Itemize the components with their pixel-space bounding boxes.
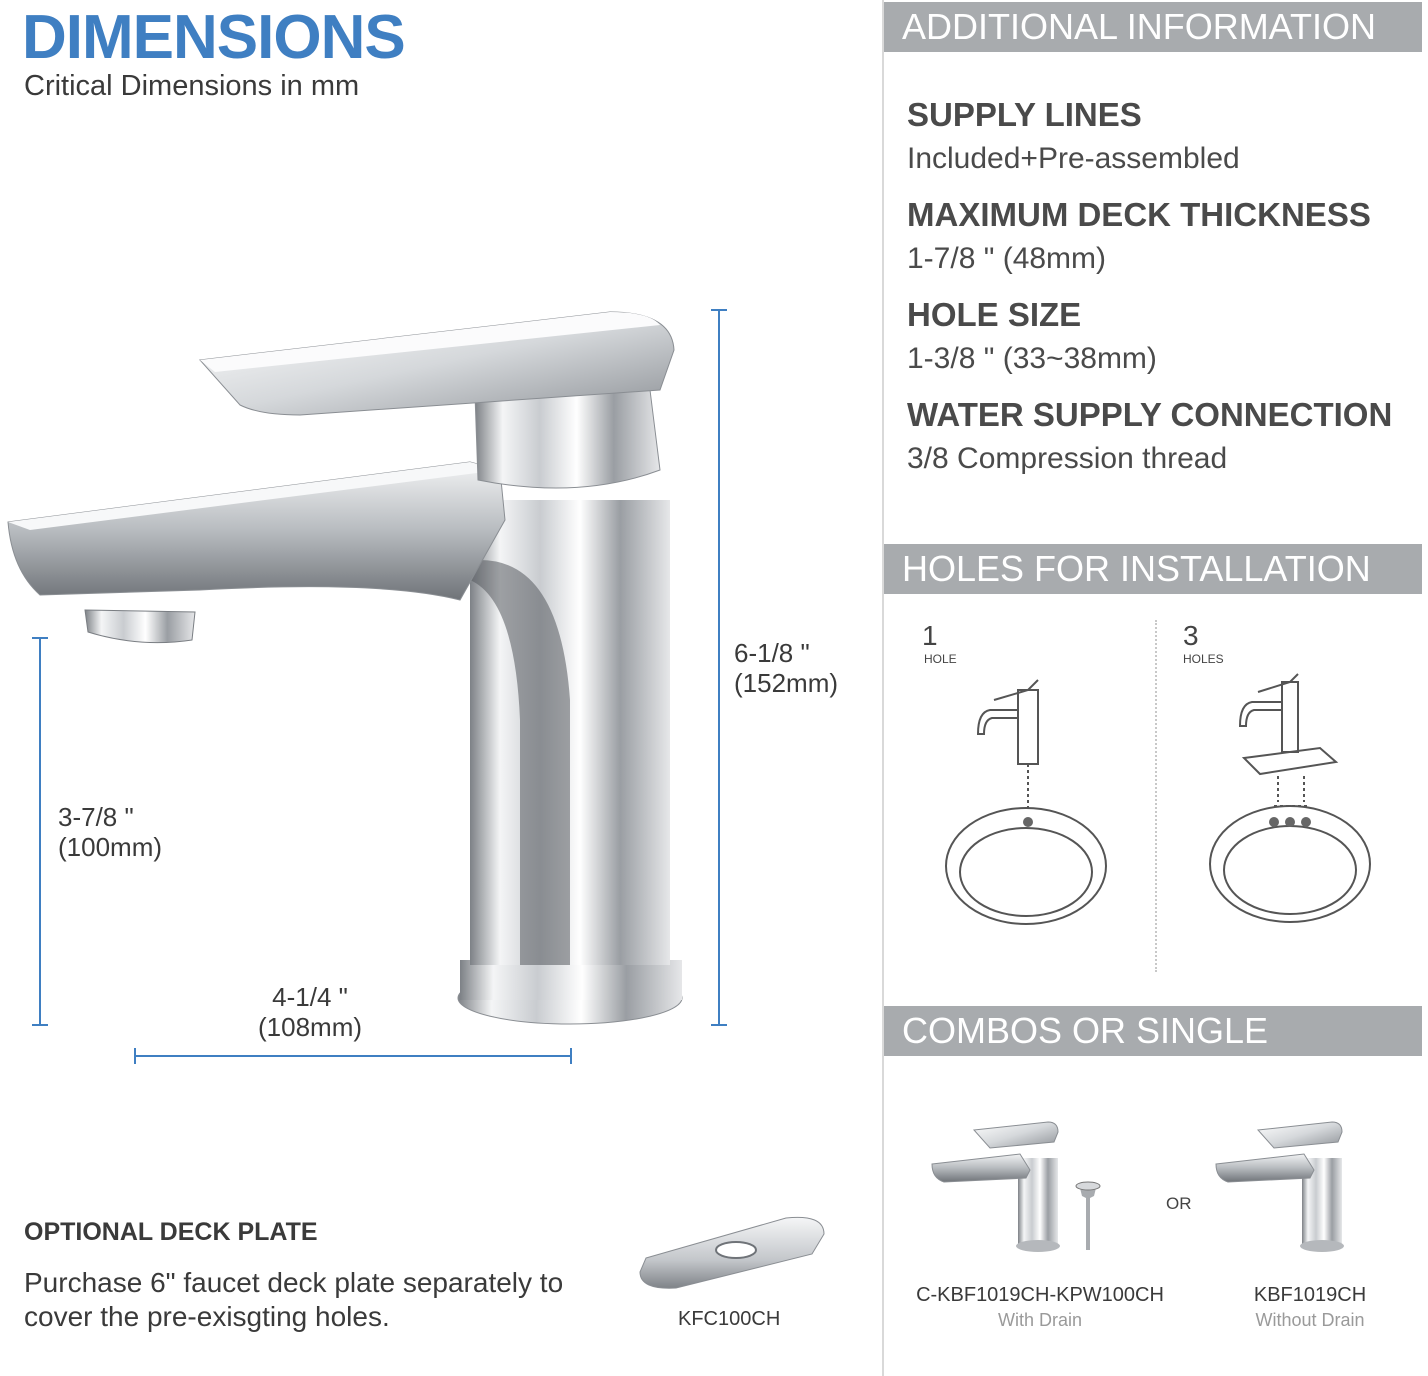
single-faucet-note: Without Drain	[1255, 1310, 1365, 1330]
holes-separator	[1155, 620, 1157, 972]
dimension-spout-height-imperial: 3-7/8 "	[58, 802, 134, 832]
deck-plate-image	[636, 1210, 832, 1292]
hole-option-1-number: 1	[922, 620, 938, 651]
page-title: DIMENSIONS	[22, 3, 405, 72]
page-subtitle: Critical Dimensions in mm	[24, 70, 360, 102]
combo-with-drain-note: With Drain	[997, 1310, 1082, 1330]
info-value-supply-lines: Included+Pre-assembled	[907, 142, 1240, 175]
deck-plate-heading: OPTIONAL DECK PLATE	[24, 1218, 318, 1246]
dimension-spout-height-label	[58, 802, 162, 862]
single-faucet-image	[1214, 1118, 1350, 1258]
hole-option-1-caption: HOLE	[924, 652, 957, 666]
dimension-spout-reach-imperial: 4-1/4 "	[272, 982, 348, 1012]
dimension-spout-height-metric: (100mm)	[58, 832, 163, 862]
one-hole-diagram	[940, 672, 1112, 932]
single-faucet-code: KBF1019CH	[1253, 1284, 1367, 1306]
combos-or-separator: OR	[1166, 1194, 1192, 1213]
dimension-spout-reach-label	[258, 982, 362, 1042]
deck-plate-text: Purchase 6" faucet deck plate separately to cover the pre-exisgting holes.	[24, 1267, 564, 1332]
info-value-water-supply: 3/8 Compression thread	[907, 442, 1228, 475]
column-divider	[882, 0, 884, 1376]
holes-heading: HOLES FOR INSTALLATION	[884, 544, 1422, 594]
info-label-hole-size: HOLE SIZE	[907, 296, 1082, 333]
info-label-water-supply: WATER SUPPLY CONNECTION	[907, 396, 1393, 433]
dimension-spout-reach-metric: (108mm)	[258, 1012, 363, 1042]
additional-info-heading: ADDITIONAL INFORMATION	[884, 2, 1422, 52]
info-value-hole-size: 1-3/8 " (33~38mm)	[907, 342, 1157, 375]
dimension-line-total-height	[711, 310, 727, 1025]
hole-option-3-number: 3	[1183, 620, 1199, 651]
three-hole-diagram	[1200, 672, 1376, 932]
combos-heading: COMBOS OR SINGLE	[884, 1006, 1422, 1056]
info-value-deck-thickness: 1-7/8 " (48mm)	[907, 242, 1107, 275]
info-label-supply-lines: SUPPLY LINES	[907, 96, 1142, 133]
hole-option-3-caption: HOLES	[1183, 652, 1224, 666]
combo-with-drain-image	[930, 1118, 1136, 1258]
info-label-deck-thickness: MAXIMUM DECK THICKNESS	[907, 196, 1371, 233]
dimension-total-height-imperial: 6-1/8 "	[734, 638, 810, 668]
combo-with-drain-code: C-KBF1019CH-KPW100CH	[916, 1284, 1164, 1306]
dimension-total-height-metric: (152mm)	[734, 668, 839, 698]
dimension-line-spout-reach	[135, 1048, 571, 1064]
deck-plate-code: KFC100CH	[678, 1308, 781, 1330]
dimension-total-height-label	[734, 638, 838, 698]
faucet-aerator	[85, 610, 195, 643]
faucet-base-ring	[460, 960, 682, 1000]
faucet-spout	[8, 462, 505, 600]
dimension-line-spout-height	[32, 638, 48, 1025]
